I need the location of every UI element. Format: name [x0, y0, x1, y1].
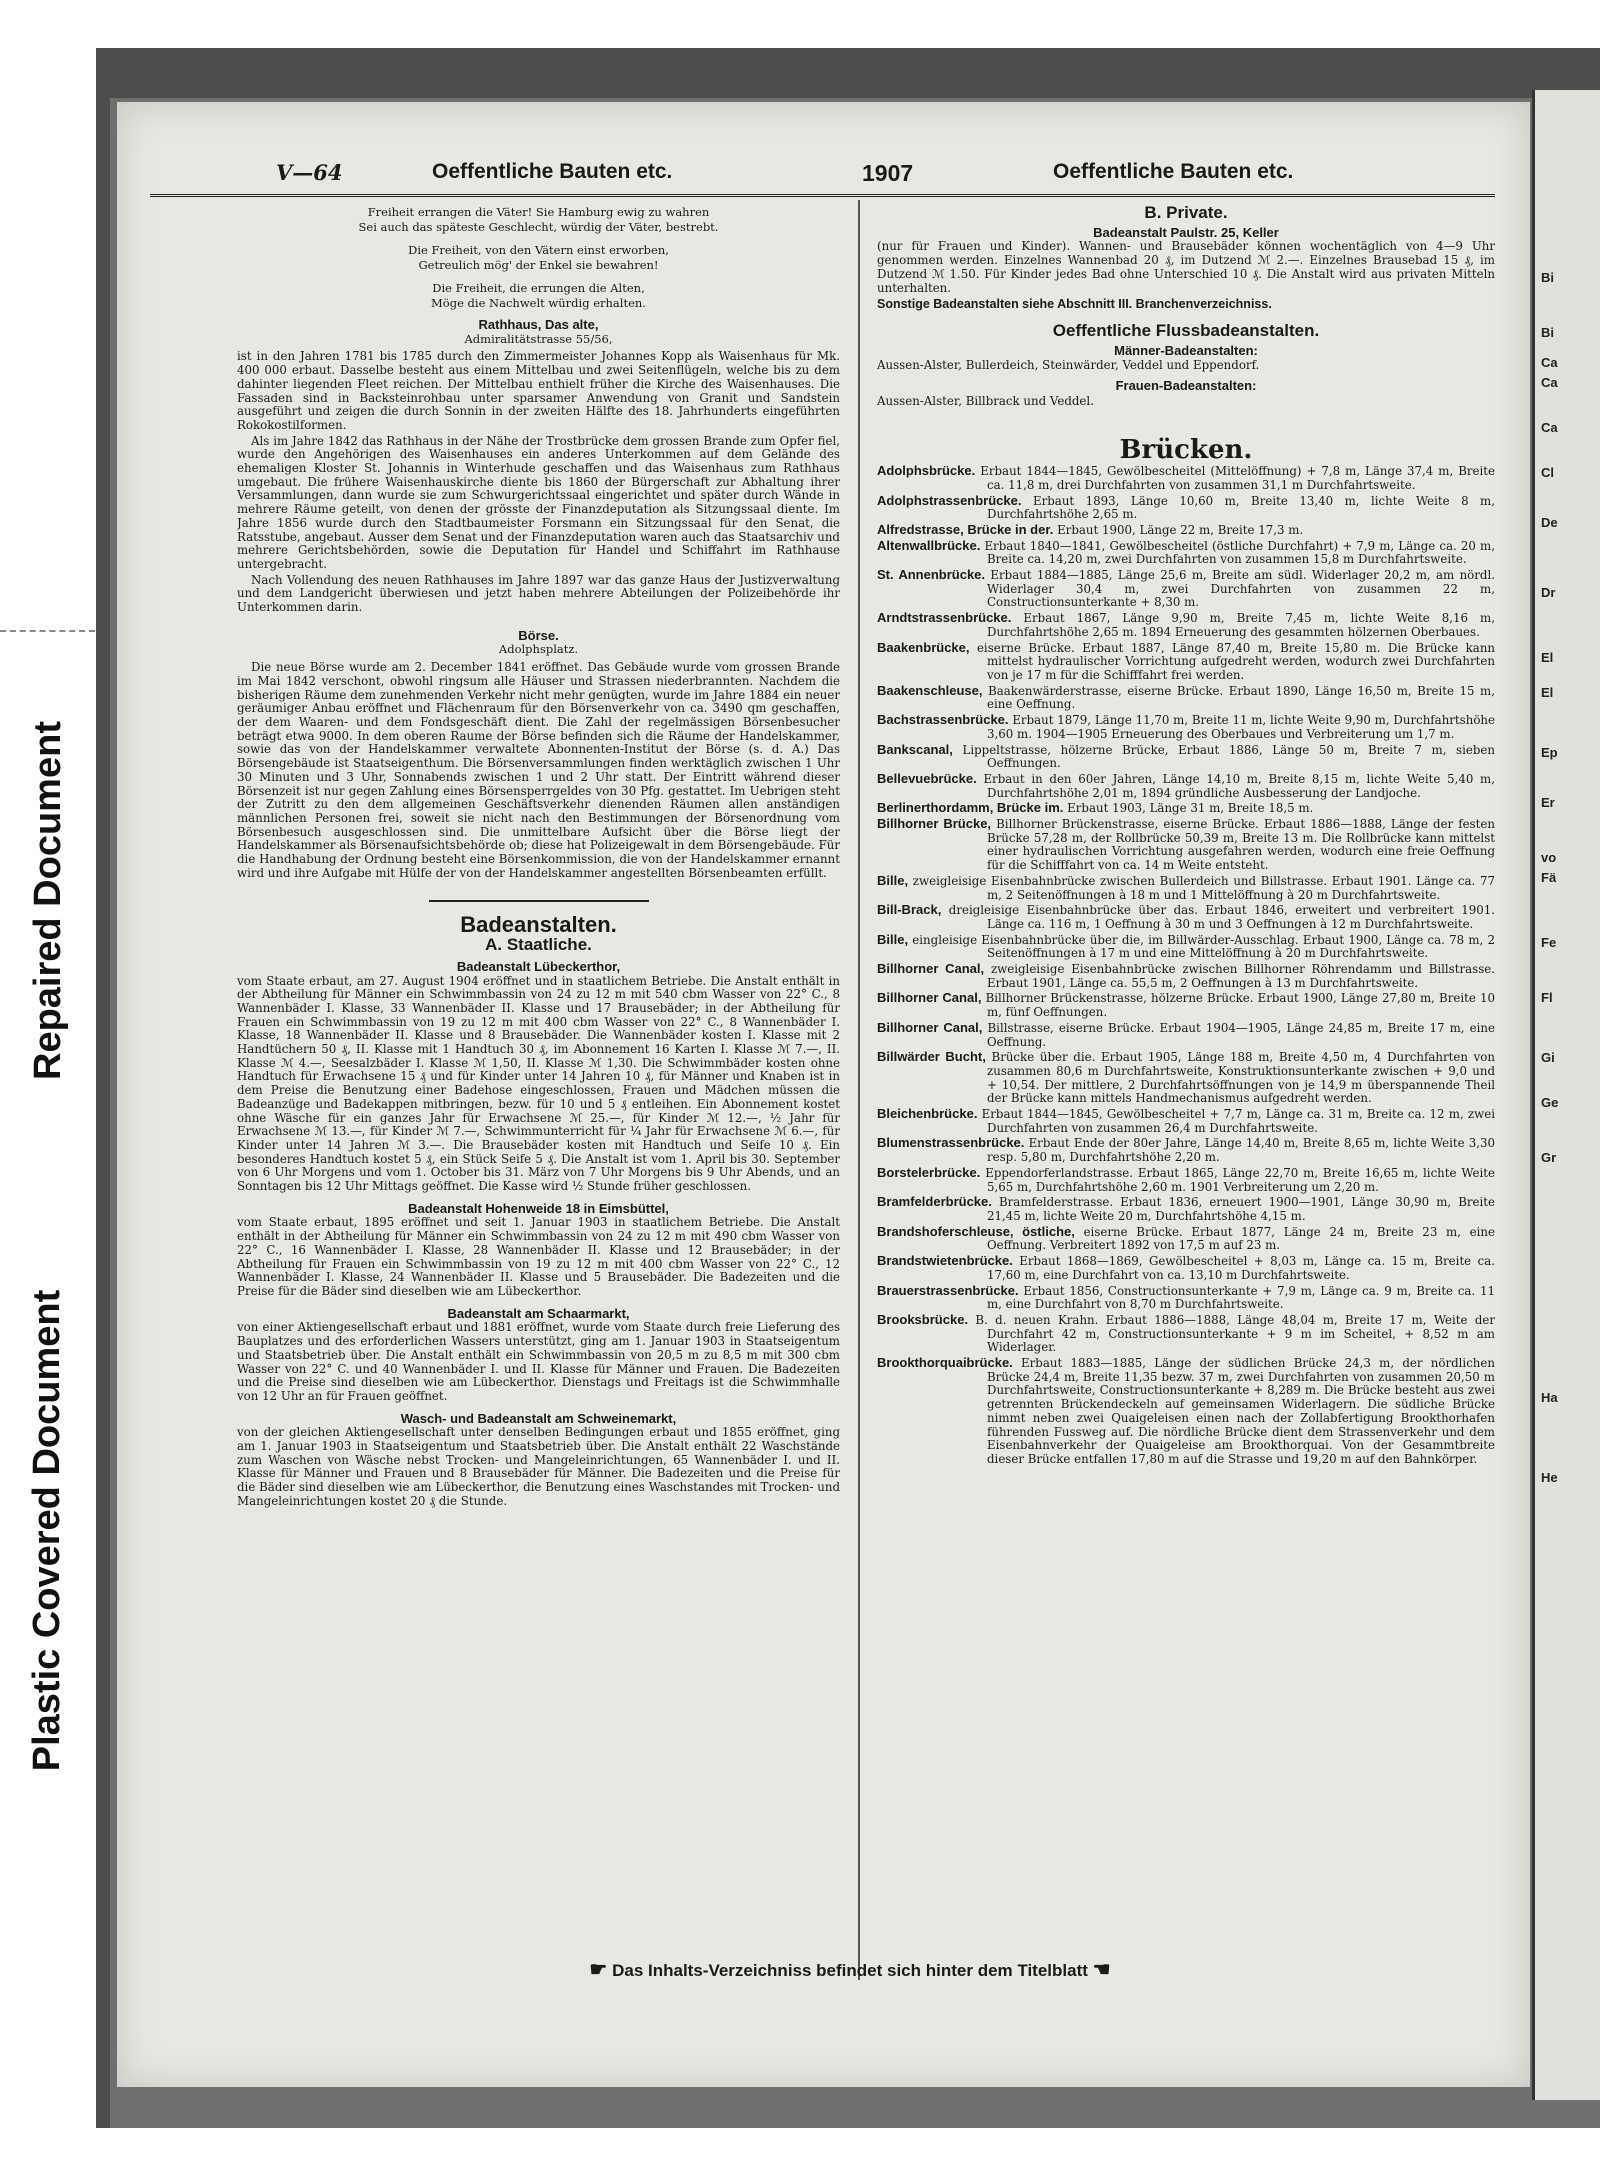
bridge-name: Bramfelderbrücke. [877, 1194, 992, 1210]
bridge-name: Baakenbrücke, [877, 639, 970, 655]
bridge-name: Brauerstrassenbrücke. [877, 1282, 1019, 1298]
bridge-description: Erbaut 1900, Länge 22 m, Breite 17,3 m. [1057, 522, 1304, 537]
edge-text-fragment: Ca [1541, 375, 1558, 390]
bridge-description: Eppendorferlandstrasse. Erbaut 1865, Länge 22,70 m, Breite 16,65 m, lichte Weite 5,65 m, Durchfahrtshöhe 2,60 m. 1901 Verbreiterung um 2,20 m. [985, 1165, 1495, 1194]
page-footer: ☛ Das Inhalts-Verzeichniss befindet sich hinter dem Titelblatt ☚ [589, 1959, 1111, 1981]
bridge-entry [877, 1107, 1495, 1135]
paragraph: Nach Vollendung des neuen Rathhauses im Jahre 1897 war das ganze Haus der Justizverwaltung und dem Landgericht überwiesen und jetzt haben mehrere Abteilungen der Polizeibehörde ihr Unterkommen darin. [237, 572, 840, 615]
section-heading: Börse. [518, 627, 559, 643]
bridge-name: Billwärder Bucht, [877, 1049, 986, 1065]
bridge-name: Billhorner Canal, [877, 990, 982, 1006]
bridge-description: Erbaut 1879, Länge 11,70 m, Breite 11 m, lichte Weite 9,90 m, Durchfahrtshöhe 3,60 m. 1904—1905 Erneuerung des Oberbaues und Verbreiterung um 1,7 m. [987, 713, 1495, 741]
edge-text-fragment: Fä [1541, 870, 1557, 885]
edge-text-fragment: Dr [1541, 585, 1556, 600]
section-address: Adolphsplatz. [498, 642, 579, 657]
bridge-description: Billstrasse, eiserne Brücke. Erbaut 1904—1905, Länge 24,85 m, Breite 17 m, eine Oeffnung. [987, 1020, 1495, 1049]
bridge-name: Bill-Brack, [877, 902, 942, 918]
edge-text-fragment: Gr [1541, 1150, 1557, 1165]
bridge-entry [877, 464, 1495, 492]
bridge-entry [877, 539, 1495, 567]
bridge-description: Erbaut Ende der 80er Jahre, Länge 14,40 m, Breite 8,65 m, lichte Weite 3,30 resp. 5,80 m, Durchfahrtshöhe 2,20 m. [987, 1136, 1495, 1165]
bridge-name: Billhorner Canal, [877, 961, 985, 977]
bridge-entry [877, 743, 1495, 771]
bridge-entry [877, 1021, 1495, 1049]
bridge-entry [877, 611, 1495, 639]
bridge-name: Baakenschleuse, [877, 682, 983, 698]
verse-line: Die Freiheit, die errungen die Alten, [432, 281, 645, 295]
bridge-name: Bachstrassenbrücke. [877, 712, 1009, 728]
bridge-name: Bellevuebrücke. [877, 770, 977, 786]
section-separator [429, 900, 649, 902]
paragraph: Als im Jahre 1842 das Rathhaus in der Nähe der Trostbrücke dem grossen Brande zum Opfer fiel, wurde den Angehörigen des Waisenhauses ein anderes Unterkommen auf dem Gelände des ehemaligen Kloster St. Johannis in Winterhude geschaffen und das Waisenhaus zum Rathhaus umgebaut. Die frühere Waisenhauskirche diente bis 1860 der Bürgerschaft zur Abhaltung ihrer Versammlungen, dann wurde sie zum Schwurgerichtssaal eingerichtet und später durch Wände in mehrere Räume geteilt, von denen der grösste der Finanzdeputation als Sitzungssaal diente. Im Jahre 1856 wurde durch den Stadtbaumeister Forsmann ein Sitzungssaal für den Senat, die Ratsstube, angebaut. Ausser dem Senat und der Finanzdeputation waren auch das Staatsarchiv und mehrere Gerichtsbehörden, sowie die Deputation für Handel und Schiffahrt im Rathhause untergebracht. [237, 433, 840, 571]
bridge-description: Erbaut 1868—1869, Gewölbescheitel + 8,03 m, Länge ca. 15 m, Breite ca. 17,60 m, eine Durchfahrt von ca. 13,10 m Durchfahrtsweite. [987, 1254, 1495, 1282]
bridge-entry [877, 568, 1495, 610]
bridge-entry [877, 801, 1495, 816]
paragraph: von einer Aktiengesellschaft erbaut und 1881 eröffnet, wurde vom Staate durch freie Lieferung des Bauplatzes und des erforderlichen Wassers unterstützt, ging am 1. Januar 1903 in Staatseigentum und Staatsbetrieb über. Die Anstalt enthält ein Schwimmbassin von 20,5 m zu 8,5 m mit 300 cbm Wasser von 22° C. und 40 Wannenbäder I. und II. Klasse für Männer und Frauen. Die Badezeiten und die Preise sind dieselben wie am Lübeckerthor. Dienstags und Freitags ist die Schwimmhalle von 12 Uhr an für Frauen geöffnet. [237, 1320, 840, 1403]
section-heading: Badeanstalt Hohenweide 18 in Eimsbüttel, [408, 1200, 669, 1216]
bridge-entry [877, 1356, 1495, 1467]
edge-text-fragment: Ep [1541, 745, 1558, 760]
header-year: 1907 [862, 160, 914, 186]
section-heading: Badeanstalt Paulstr. 25, Keller [1093, 224, 1279, 240]
bridge-name: Brandstwietenbrücke. [877, 1253, 1013, 1269]
bridge-name: Alfredstrasse, Brücke in der. [877, 521, 1054, 537]
bridge-description: Bramfelderstrasse. Erbaut 1836, erneuert 1900—1901, Länge 30,90 m, Breite 21,45 m, lichte Weite 20 m, Durchfahrtshöhe 4,15 m. [987, 1195, 1495, 1223]
bridge-description: Erbaut 1867, Länge 9,90 m, Breite 7,45 m, lichte Weite 8,16 m, Durchfahrtshöhe 2,65 m. 1894 Erneuerung des gesammten hölzernen Oberbaues. [987, 611, 1495, 639]
edge-text-fragment: vo [1541, 850, 1557, 865]
section-address: Admiralitätstrasse 55/56, [464, 331, 613, 346]
bridge-description: dreigleisige Eisenbahnbrücke über das. Erbaut 1846, erweitert und verbreitert 1901. Länge ca. 116 m, 1 Oeffnung à 30 m und 3 Oeffnungen à 12 m Durchfahrtsweite. [948, 903, 1495, 931]
edge-text-fragment: El [1541, 650, 1554, 665]
edge-text-fragment: Gi [1541, 1050, 1555, 1065]
bridge-name: Billhorner Brücke, [877, 816, 992, 832]
bridge-entry [877, 1254, 1495, 1282]
bridge-description: Baakenwärderstrasse, eiserne Brücke. Erbaut 1890, Länge 16,50 m, Breite 15 m, eine Oeffnung. [987, 683, 1495, 712]
section-heading: Badeanstalt Lübeckerthor, [456, 958, 621, 974]
page-number: V—64 [276, 160, 343, 185]
bridge-description: Erbaut 1840—1841, Gewölbescheitel (östliche Durchfahrt) + 7,9 m, Länge ca. 20 m, Breite ca. 14,20 m, zwei Durchfahrten von zusammen 15,8 m Durchfahrtsweite. [984, 538, 1495, 567]
edge-text-fragment: Fl [1541, 990, 1553, 1005]
bridge-entry [877, 641, 1495, 683]
bridge-name: Altenwallbrücke. [877, 537, 981, 553]
paragraph: (nur für Frauen und Kinder). Wannen- und Brausebäder können wochentäglich von 4—9 Uhr genommen werden. Einzelnes Wannenbad 20 ₰, im Dutzend ℳ 2.—. Einzelnes Brausebad 15 ₰, im Dutzend ℳ 1.50. Für Kinder jedes Bad ohne Unterschied 10 ₰. Die Anstalt wird aus privaten Mitteln unterhalten. [877, 239, 1495, 295]
next-page-edge [1532, 90, 1600, 2100]
edge-text-fragment: Cl [1541, 465, 1554, 480]
bridge-description: Erbaut 1883—1885, Länge der südlichen Brücke 24,3 m, der nördlichen Brücke 24,4 m, Breite 11,35 bezw. 37 m, zwei Durchfahrten von zusammen 20,50 m Durchfahrtsweite, Constructionsunterkante + 8,289 m. Die Brücke besteht aus zwei getrennten Brückendeckeln auf gemeinsamen Widerlagern. Die südliche Brücke nimmt neben zwei Quaigeleisen einen nach der Zollabfertigung Brookthorhafen führenden Fussweg auf. Die nördliche Brücke dient dem Strassenverkehr und dem Eisenbahnverkehr der Quaigeleise am Brookthorquai. Von der Gesammtbreite dieser Brücke entfallen 17,80 m auf die Strasse und 19,20 m auf den Bahnkörper. [987, 1356, 1495, 1466]
edge-text-fragment: He [1541, 1470, 1558, 1485]
header-title-left: Oeffentliche Bauten etc. [432, 160, 673, 183]
section-heading: Männer-Badeanstalten: [1114, 342, 1258, 358]
edge-text-fragment: De [1541, 515, 1558, 530]
bridge-name: St. Annenbrücke. [877, 567, 986, 583]
edge-text-fragment: El [1541, 685, 1554, 700]
paragraph: vom Staate erbaut, am 27. August 1904 eröffnet und in staatlichem Betriebe. Die Anstalt enthält in der Abtheilung für Männer ein Schwimmbassin von 24 zu 12 m mit 540 cbm Wasser von 22° C., 8 Wannenbäder I. Klasse, 33 Wannenbäder II. Klasse und 17 Brausebäder; in der Abtheilung für Frauen ein Schwimmbassin von 19 zu 12 m mit 400 cbm Wasser von 22° C., 8 Wannenbäder I. Klasse, 18 Wannenbäder II. Klasse und 8 Brausebäder. Die Wannenbäder kosten I. Klasse mit 2 Handtüchern 50 ₰, II. Klasse mit 1 Handtuch 30 ₰, im Abonnement 16 Karten I. Klasse ℳ 7.—, II. Klasse ℳ 4.—, Seesalzbäder I. Klasse ℳ 1,50, II. Klasse ℳ 1,30. Die Schwimmbäder kosten ohne Handtuch für Erwachsene 15 ₰ und für Kinder unter 14 Jahren 10 ₰, für Männer und Knaben ist in dem Preise die Benutzung einer Badehose eingeschlossen, Frauen und Mädchen müssen die Badeanzüge und Badekappen mitbringen, bezw. für 10 und 5 ₰ entleihen. Ein Abonnement kostet ohne Wäsche für ein ganzes Jahr für Erwachsene ℳ 25.—, für Kinder ℳ 12.—, ½ Jahr für Erwachsene ℳ 13.—, für Kinder ℳ 7.—, Schwimmunterricht für ¼ Jahr für Erwachsene ℳ 6.—, für Kinder unter 14 Jahren ℳ 3.—. Die Brausebäder kosten mit Handtuch und Seife 10 ₰. Ein besonderes Handtuch kostet 5 ₰, ein Stück Seife 5 ₰. Die Anstalt ist vom 1. April bis 30. September von 6 Uhr Morgens und vom 1. October bis 31. März von 7 Uhr Morgens bis 9 Uhr Abends, und an Sonntagen bis 12 Uhr Mittags geöffnet. Die Kasse wird ½ Stunde früher geschlossen. [237, 973, 840, 1194]
bridge-entry [877, 1166, 1495, 1194]
bridge-name: Brookthorquaibrücke. [877, 1355, 1013, 1371]
edge-text-fragment: Bi [1541, 270, 1554, 285]
bridge-name: Adolphsbrücke. [877, 463, 976, 479]
edge-text-fragment: Er [1541, 795, 1555, 810]
bridge-description: Erbaut 1893, Länge 10,60 m, Breite 13,40 m, lichte Weite 8 m, Durchfahrtshöhe 2,65 m. [987, 493, 1495, 522]
bridge-name: Brooksbrücke. [877, 1311, 969, 1327]
bridge-entry [877, 523, 1495, 538]
edge-text-fragment: Ca [1541, 355, 1558, 370]
bridge-description: Erbaut 1903, Länge 31 m, Breite 18,5 m. [1067, 801, 1314, 816]
chapter-heading: Badeanstalten. [460, 912, 617, 938]
header-title-right: Oeffentliche Bauten etc. [1053, 160, 1294, 183]
paragraph: Die neue Börse wurde am 2. December 1841 eröffnet. Das Gebäude wurde vom grossen Brande im Mai 1842 verschont, obwohl ringsum alle Häuser und Strassen niederbrannten. Nachdem die bisherigen Räume dem zunehmenden Verkehr nicht mehr genügten, wurde im Jahre 1884 ein neuer geräumiger Anbau eröffnet und Flächenraum für den Börsenverkehr von ca. 3490 qm geschaffen, der dem Waaren- und dem Fondsgeschäft dient. Die Zahl der regelmässigen Börsenbesucher beträgt etwa 9000. In dem oberen Raume der Börse befinden sich die Räume der Handelskammer, sowie das von der Handelskammer verwaltete Abonnenten-Institut der Börse (s. d. A.) Das Börsengebäude ist Staatseigenthum. Die Börsenversammlungen finden werktäglich zwischen 1 Uhr 30 Minuten und 3 Uhr, Sonnabends zwischen 1 und 2 Uhr statt. Der Eintritt während dieser Börsenzeit ist nur gegen Zahlung eines Börsensperrgeldes von 30 Pfg. gestattet. Im Uebrigen steht der Zutritt zu den dem allgemeinen Geschäftsverkehr dienenden Räumen allen anständigen männlichen Personen frei, soweit sie nicht nach den Bestimmungen der Börsenordnung vom Börsenbesuch ausgeschlossen sind. Die unmittelbare Aufsicht über die Börse liegt der Handelskammer als Börsenaufsichtsbehörde ob; diese hat Polizeigewalt in dem Börsengebäude. Für die Handhabung der Ordnung besteht eine Börsenkommission, die von der Handelskammer ernannt wird und ihre Aufgabe mit Hülfe der von der Handelskammer angestellten Börsenbeamten erfüllt. [237, 660, 840, 880]
bridge-description: Billhorner Brückenstrasse, eiserne Brücke. Erbaut 1886—1888, Länge der festen Brücke 57,28 m, der Rollbrücke 50,39 m, Breite 13 m. Die Rollbrücke kann mittelst einer hydraulischen Vorrichtung ausgefahren werden, wodurch eine freie Oeffnung für die Schifffahrt von ca. 14 m Weite entsteht. [987, 817, 1495, 873]
repaired-document-label: Repaired Document [26, 720, 69, 1080]
chapter-heading: Brücken. [1119, 435, 1253, 466]
subchapter-heading: B. Private. [1144, 206, 1228, 222]
edge-text-fragment: Ha [1541, 1390, 1558, 1405]
place-list: Aussen-Alster, Billbrack und Veddel. [877, 393, 1094, 408]
bridge-entry [877, 1313, 1495, 1355]
bridge-description: Billhorner Brückenstrasse, hölzerne Brücke. Erbaut 1900, Länge 27,80 m, Breite 10 m, fünf Oeffnungen. [985, 991, 1495, 1020]
section-heading: Rathhaus, Das alte, [478, 317, 599, 332]
page-header [150, 158, 1495, 197]
paragraph: von der gleichen Aktiengesellschaft unter denselben Bedingungen erbaut und 1855 eröffnet, ging am 1. Januar 1903 in Staatseigentum und Staatsbetrieb über. Die Anstalt enthält 22 Waschstände zum Waschen von Wäsche nebst Trocken- und Mangeleinrichtungen, 65 Wannenbäder I. und II. Klasse für Männer und Frauen und 8 Brausebäder für Männer. Die Badezeiten und die Preise für die Bäder sind dieselben wie am Lübeckerthor, die Benutzung eines Waschstandes mit Trocken- und Mangeleinrichtungen kostet 20 ₰ die Stunde. [237, 1425, 840, 1508]
bridge-list [877, 464, 1495, 1467]
pointing-hand-icon: ☛ [589, 1959, 608, 1981]
bridge-entry [877, 1136, 1495, 1164]
bridge-entry [877, 684, 1495, 712]
column-divider [858, 200, 860, 1980]
bridge-description: zweigleisige Eisenbahnbrücke zwischen Billhorner Röhrendamm und Billstrasse. Erbaut 1901, Länge ca. 55,5 m, 2 Oeffnungen à 13 m Durchfahrtsweite. [987, 962, 1495, 990]
bridge-description: Erbaut 1844—1845, Gewölbescheitel + 7,7 m, Länge ca. 31 m, Breite ca. 12 m, zwei Durchfahrten von zusammen 26,4 m Durchfahrtsweite. [981, 1107, 1495, 1135]
bridge-description: Erbaut in den 60er Jahren, Länge 14,10 m, Breite 8,15 m, lichte Weite 5,40 m, Durchfahrtshöhe 2,01 m, 1894 gründliche Ausbesserung der Landjoche. [983, 771, 1495, 800]
bridge-description: Brücke über die. Erbaut 1905, Länge 188 m, Breite 4,50 m, 4 Durchfahrten von zusammen 80,6 m Durchfahrtsweite, Konstruktionsunterkante zwischen + 9,0 und + 10,54. Der mittlere, 2 Durchfahrtsöffnungen von je 14,9 m überspannende Theil der Brücke kann mittels Handmechanismus aufgedreht werden. [987, 1050, 1495, 1106]
cross-reference: Sonstige Badeanstalten siehe Abschnitt III. Branchenverzeichniss. [877, 297, 1272, 312]
bridge-description: eiserne Brücke. Erbaut 1877, Länge 24 m, Breite 23 m, eine Oeffnung. Verbreitert 1892 von 17,5 m auf 23 m. [987, 1224, 1495, 1253]
bridge-description: B. d. neuen Krahn. Erbaut 1886—1888, Länge 48,04 m, Breite 17 m, Weite der Durchfahrt 42 m, Constructionsunterkante + 9 m im Scheitel, + 8,52 m am Widerlager. [975, 1312, 1495, 1355]
bridge-entry [877, 1050, 1495, 1106]
bridge-entry [877, 817, 1495, 873]
edge-text-fragment: Fe [1541, 935, 1557, 950]
bridge-name: Billhorner Canal, [877, 1019, 983, 1035]
bridge-name: Bankscanal, [877, 741, 953, 757]
verse-line: Möge die Nachwelt würdig erhalten. [431, 296, 646, 310]
bridge-entry [877, 962, 1495, 990]
edge-text-fragment: Ge [1541, 1095, 1559, 1110]
subchapter-heading: Oeffentliche Flussbadeanstalten. [1052, 320, 1320, 340]
bridge-entry [877, 1284, 1495, 1312]
bridge-description: Erbaut 1844—1845, Gewölbescheitel (Mittelöffnung) + 7,8 m, Länge 37,4 m, Breite ca. 11,8 m, drei Durchfahrten von zusammen 31,1 m Durchfahrtsweite. [980, 464, 1495, 492]
section-heading: Wasch- und Badeanstalt am Schweinemarkt, [400, 1410, 677, 1426]
bridge-name: Adolphstrassenbrücke. [877, 492, 1022, 508]
verse-line: Die Freiheit, von den Vätern einst erworben, [408, 243, 669, 257]
verse-line: Sei auch das späteste Geschlecht, würdig der Väter, bestrebt. [358, 220, 719, 234]
bridge-description: zweigleisige Eisenbahnbrücke zwischen Bullerdeich und Billstrasse. Erbaut 1901. Länge ca. 77 m, 2 Seitenöffnungen à 18 m und 1 Mittelöffnung à 20 m Durchfahrtsweite. [912, 873, 1495, 902]
edge-text-fragment: Bi [1541, 325, 1554, 340]
bridge-entry [877, 903, 1495, 931]
verse-line: Freiheit errangen die Väter! Sie Hamburg ewig zu wahren [367, 206, 710, 219]
pointing-hand-icon: ☚ [1092, 1959, 1111, 1981]
bridge-description: Erbaut 1884—1885, Länge 25,6 m, Breite am südl. Widerlager 20,2 m, am nördl. Widerlager 30,4 m, zwei Durchfahrten von zusammen 22 m, Constructionsunterkante + 8,30 m. [987, 568, 1495, 610]
bridge-description: eiserne Brücke. Erbaut 1887, Länge 87,40 m, Breite 15,80 m. Die Brücke kann mittelst hydraulischer Vorrichtung aufgedreht werden, wodurch zwei Durchfahrten von je 17 m für die Schifffahrt frei werden. [976, 640, 1495, 682]
bridge-entry [877, 713, 1495, 741]
left-column [237, 206, 840, 1966]
right-column [877, 206, 1495, 1966]
subchapter-heading: A. Staatliche. [485, 935, 592, 955]
verse-line: Getreulich mög' der Enkel sie bewahren! [418, 258, 659, 272]
bridge-name: Bille, [877, 872, 909, 888]
cut-line [0, 630, 95, 632]
bridge-description: Erbaut 1856, Constructionsunterkante + 7,9 m, Länge ca. 9 m, Breite ca. 11 m, eine Durchfahrt von 8,70 m Durchfahrtsweite. [987, 1283, 1495, 1312]
bridge-entry [877, 874, 1495, 902]
bridge-entry [877, 933, 1495, 961]
bridge-entry [877, 494, 1495, 522]
bridge-entry [877, 1225, 1495, 1253]
bridge-entry [877, 991, 1495, 1019]
section-heading: Frauen-Badeanstalten: [1115, 378, 1257, 394]
bridge-name: Bille, [877, 931, 909, 947]
bridge-name: Arndtstrassenbrücke. [877, 610, 1012, 626]
bridge-name: Bleichenbrücke. [877, 1106, 978, 1122]
section-heading: Badeanstalt am Schaarmarkt, [447, 1305, 630, 1321]
paragraph: vom Staate erbaut, 1895 eröffnet und seit 1. Januar 1903 in staatlichem Betriebe. Die Anstalt enthält in der Abtheilung für Männer ein Schwimmbassin von 24 zu 12 m mit 490 cbm Wasser von 22° C., 16 Wannenbäder I. Klasse, 28 Wannenbäder II. Klasse und 12 Brausebäder; in der Abtheilung für Frauen ein Schwimmbassin von 19 zu 12 m mit 400 cbm Wasser von 22° C., 12 Wannenbäder I. Klasse, 24 Wannenbäder II. Klasse und 5 Brausebäder. Die Badezeiten und die Preise für die Bäder sind dieselben wie am Lübeckerthor. [237, 1215, 840, 1298]
bridge-description: Lippeltstrasse, hölzerne Brücke, Erbaut 1886, Länge 50 m, Breite 7 m, sieben Oeffnungen. [962, 742, 1495, 771]
bridge-entry [877, 1195, 1495, 1223]
bridge-entry [877, 772, 1495, 800]
plastic-covered-document-label: Plastic Covered Document [26, 1289, 69, 1771]
edge-text-fragment: Ca [1541, 420, 1558, 435]
bridge-description: eingleisige Eisenbahnbrücke über die, im Billwärder-Ausschlag. Erbaut 1900, Länge ca. 78 m, 2 Seitenöffnungen à 17 m und eine Mittelöffnung à 20 m Durchfahrtsweite. [912, 932, 1495, 961]
bridge-name: Berlinerthordamm, Brücke im. [877, 800, 1064, 816]
bridge-name: Borstelerbrücke. [877, 1164, 981, 1180]
bridge-name: Brandshoferschleuse, östliche, [877, 1223, 1075, 1239]
paragraph: ist in den Jahren 1781 bis 1785 durch den Zimmermeister Johannes Kopp als Waisenhaus für Mk. 400 000 erbaut. Dasselbe besteht aus einem Mittelbau und zwei Seitenflügeln, welche bis zu dem dahinter liegenden Fleet reichen. Der Mittelbau enthielt früher die Kirche des Waisenhauses. Die Fassaden sind in Backsteinrohbau unter sparsamer Anwendung von Granit und Sandstein ausgeführt und zeigen die durch Sonnin in der zweiten Hälfte des 18. Jahrhunderts eingeführten Rokokostilformen. [237, 349, 840, 432]
bridge-name: Blumenstrassenbrücke. [877, 1135, 1025, 1151]
place-list: Aussen-Alster, Bullerdeich, Steinwärder, Veddel und Eppendorf. [877, 358, 1260, 373]
